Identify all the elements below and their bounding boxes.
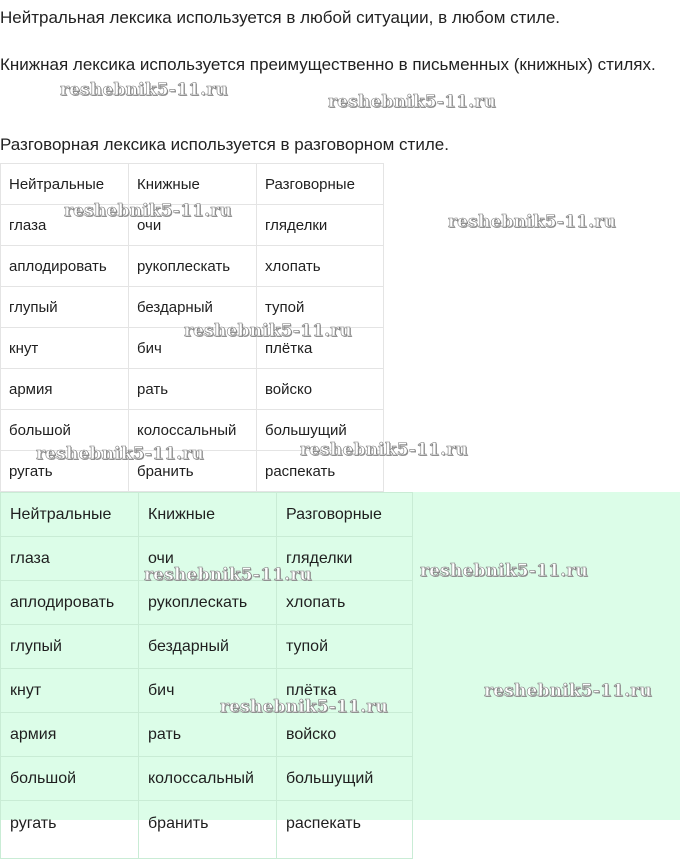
watermark: reshebnik5-11.ru (448, 212, 616, 232)
table-cell: рукоплескать (129, 246, 257, 287)
table-cell: глаза (1, 205, 129, 246)
header-neutral: Нейтральные (1, 164, 129, 205)
table-cell: хлопать (277, 581, 413, 625)
table-cell: бездарный (139, 625, 277, 669)
table-cell: глаза (1, 537, 139, 581)
table-cell: распекать (277, 801, 413, 859)
table-row (1, 625, 413, 669)
table-header-row (1, 493, 413, 537)
table-cell: гляделки (257, 205, 384, 246)
table-row (1, 328, 384, 369)
header-bookish: Книжные (139, 493, 277, 537)
table-row (1, 369, 384, 410)
table-cell: большой (1, 757, 139, 801)
watermark: reshebnik5-11.ru (60, 80, 228, 100)
table-cell: войско (257, 369, 384, 410)
vocabulary-table (0, 163, 384, 492)
table-cell: рать (139, 713, 277, 757)
table-row (1, 451, 384, 492)
table-row (1, 757, 413, 801)
table-row (1, 287, 384, 328)
watermark: reshebnik5-11.ru (144, 565, 312, 585)
table-cell: тупой (257, 287, 384, 328)
table-cell: кнут (1, 669, 139, 713)
table-row (1, 537, 413, 581)
table-cell: гляделки (277, 537, 413, 581)
watermark: reshebnik5-11.ru (328, 92, 496, 112)
table-cell: аплодировать (1, 246, 129, 287)
watermark: reshebnik5-11.ru (36, 444, 204, 464)
table-cell: очи (129, 205, 257, 246)
header-colloquial: Разговорные (277, 493, 413, 537)
paragraph-neutral: Нейтральная лексика используется в любой ситуации, в любом стиле. (0, 8, 560, 27)
watermark: reshebnik5-11.ru (64, 201, 232, 221)
table-cell: колоссальный (139, 757, 277, 801)
table-cell: плётка (257, 328, 384, 369)
table-cell: бич (139, 669, 277, 713)
table-cell: бранить (139, 801, 277, 859)
table-cell: рукоплескать (139, 581, 277, 625)
highlighted-table-panel (0, 492, 680, 832)
header-colloquial: Разговорные (257, 164, 384, 205)
table-cell: аплодировать (1, 581, 139, 625)
table-cell: распекать (257, 451, 384, 492)
table-row (1, 581, 413, 625)
paragraph-bookish: Книжная лексика используется преимущественно в письменных (книжных) стилях. (0, 55, 656, 74)
table-cell: ругать (1, 451, 129, 492)
table-cell: кнут (1, 328, 129, 369)
table-cell: армия (1, 369, 129, 410)
paragraph-colloquial: Разговорная лексика используется в разговорном стиле. (0, 135, 449, 154)
vocabulary-table-highlighted (0, 492, 413, 859)
watermark: reshebnik5-11.ru (184, 321, 352, 341)
table-row (1, 669, 413, 713)
table-cell: ругать (1, 801, 139, 859)
table-cell: большущий (257, 410, 384, 451)
table-cell: армия (1, 713, 139, 757)
watermark: reshebnik5-11.ru (220, 697, 388, 717)
watermark: reshebnik5-11.ru (300, 440, 468, 460)
watermark: reshebnik5-11.ru (420, 561, 588, 581)
table-cell: рать (129, 369, 257, 410)
table-cell: большущий (277, 757, 413, 801)
table-row (1, 713, 413, 757)
table-cell: бездарный (129, 287, 257, 328)
table-cell: бранить (129, 451, 257, 492)
table-cell: хлопать (257, 246, 384, 287)
table-cell: большой (1, 410, 129, 451)
table-row (1, 246, 384, 287)
table-cell: колоссальный (129, 410, 257, 451)
table-cell: глупый (1, 287, 129, 328)
table-row (1, 205, 384, 246)
header-neutral: Нейтральные (1, 493, 139, 537)
watermark: reshebnik5-11.ru (484, 681, 652, 701)
table-cell: тупой (277, 625, 413, 669)
table-cell: бич (129, 328, 257, 369)
table-cell: плётка (277, 669, 413, 713)
table-header-row (1, 164, 384, 205)
table-cell: глупый (1, 625, 139, 669)
table-row (1, 801, 413, 859)
header-bookish: Книжные (129, 164, 257, 205)
table-cell: очи (139, 537, 277, 581)
table-cell: войско (277, 713, 413, 757)
table-row (1, 410, 384, 451)
